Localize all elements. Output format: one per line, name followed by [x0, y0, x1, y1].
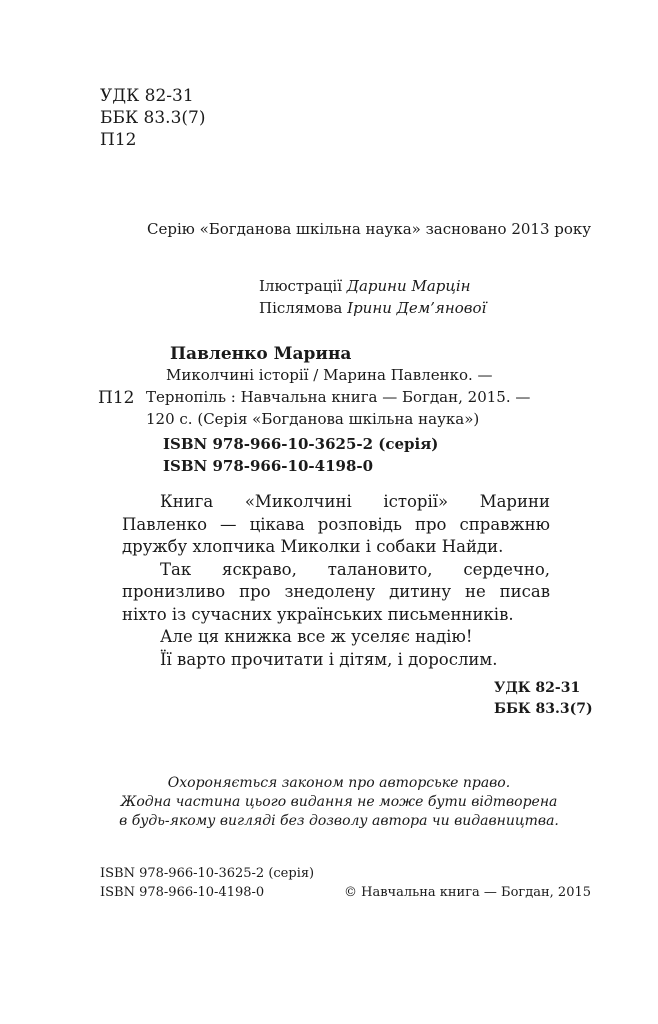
bbk-code: ББК 83.3(7): [100, 108, 206, 128]
classification-block-top: [100, 85, 205, 151]
annotation-paragraph: Її варто прочитати і дітям, і дорослим.: [160, 649, 498, 669]
afterword-prefix: Післямова: [259, 299, 343, 317]
isbn-series-bottom: ISBN 978-966-10-3625-2 (серія): [100, 866, 315, 881]
illustrator-name: Дарини Марцін: [346, 277, 471, 295]
illustrations-credit: [259, 276, 486, 298]
copyright-notice-line: Жодна частина цього видання не може бути відтворена: [120, 794, 558, 810]
record-pages-line: 120 с. (Серія «Богданова шкільна наука»): [146, 410, 480, 428]
isbn-book-bottom: ISBN 978-966-10-4198-0: [100, 885, 265, 900]
annotation-paragraph: Книга «Миколчині історії» Марини Павленко — цікава розповідь про справжню дружбу хлопчика Миколки і собаки Найди.: [122, 492, 550, 556]
record-title-line: Миколчині історії / Марина Павленко. —: [166, 366, 493, 384]
credits-block: [259, 276, 486, 320]
afterword-credit: [259, 298, 486, 320]
record-author: Павленко Марина: [170, 344, 352, 364]
isbn-block-bottom: [100, 864, 314, 902]
isbn-series-bold: ISBN 978-966-10-3625-2 (серія): [163, 435, 439, 453]
classification-block-right: [494, 679, 593, 721]
illustrations-prefix: Ілюстрації: [259, 277, 342, 295]
udk-code-right: УДК 82-31: [494, 680, 581, 696]
annotation-paragraph: Так яскраво, талановито, сердечно, пронизливо про знедолену дитину не писав ніхто із сучасних українських письменників.: [122, 559, 550, 624]
record-code: П12: [98, 388, 135, 408]
annotation-text: [122, 491, 550, 671]
publisher-copyright: © Навчальна книга — Богдан, 2015: [344, 885, 592, 900]
copyright-notice-line: в будь-якому вигляді без дозволу автора чи видавництва.: [119, 813, 559, 829]
series-note: Серію «Богданова шкільна наука» засновано 2013 року: [147, 220, 592, 238]
copyright-notice-line: Охороняється законом про авторське право.: [167, 775, 511, 791]
record-publisher-line: Тернопіль : Навчальна книга — Богдан, 2015. —: [146, 388, 531, 406]
author-sign-code: П12: [100, 130, 137, 150]
isbn-block-bold: [163, 434, 438, 478]
udk-code: УДК 82-31: [100, 86, 194, 106]
annotation-paragraph: Але ця книжка все ж уселяє надію!: [160, 627, 473, 646]
copyright-law-notice: [100, 774, 578, 831]
isbn-book-bold: ISBN 978-966-10-4198-0: [163, 457, 374, 475]
afterword-author-name: Ірини Дем’янової: [347, 299, 487, 317]
bbk-code-right: ББК 83.3(7): [494, 701, 593, 717]
